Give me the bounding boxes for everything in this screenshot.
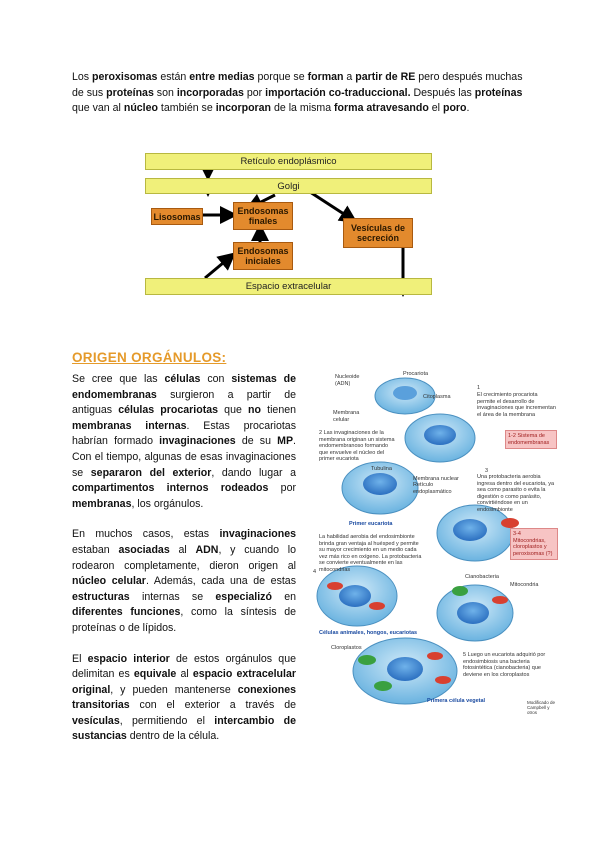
bold-term: proteínas xyxy=(106,86,154,99)
nucleus-b xyxy=(453,519,487,541)
bold-term: incorporadas xyxy=(176,86,244,99)
label-celula-animal: Células animales, hongos, eucariotas xyxy=(319,630,418,636)
bold-term: especializó xyxy=(215,590,272,603)
text-run: por xyxy=(268,482,296,495)
bold-term: ADN xyxy=(195,543,219,556)
paragraph-3 xyxy=(72,652,296,746)
text-run: de su xyxy=(235,435,278,448)
nucleus-c xyxy=(457,602,489,624)
arrow-golgi-vesiculas xyxy=(310,192,350,218)
nucleus-animal xyxy=(339,585,371,607)
text-run: pero después muchas de sus xyxy=(72,71,523,99)
bold-term: diferentes funciones xyxy=(72,606,181,619)
bold-term: núcleo celular xyxy=(72,575,146,588)
chloroplast-2 xyxy=(374,681,392,691)
bold-term: proteínas xyxy=(474,86,523,99)
bold-term: invaginaciones xyxy=(219,528,296,541)
nucleus-plant xyxy=(387,657,423,681)
text-run: estaban xyxy=(72,543,119,556)
paragraph-1 xyxy=(72,372,296,512)
text-run: a xyxy=(343,71,356,83)
arrow-extracelular-iniciales xyxy=(205,258,229,278)
label-membrana: Membrana celular xyxy=(333,410,360,423)
text-run: que van al xyxy=(72,102,124,115)
label-reticulo: Retículo endoplasmático xyxy=(413,482,452,495)
bold-term: incorporan xyxy=(215,102,272,115)
bold-term: equivale xyxy=(133,668,177,681)
bold-term: entre medias xyxy=(189,71,255,83)
text-run: también se xyxy=(157,102,216,115)
text-run: , y pueden mantenerse xyxy=(110,683,238,696)
bold-term: células procariotas xyxy=(118,404,219,417)
text-run: . Con el tiempo, algunas de esas invaginaciones se xyxy=(72,435,296,479)
bold-term: separaron del exterior xyxy=(90,466,212,479)
text-run: al xyxy=(176,668,193,681)
endosymbiosis-figure xyxy=(305,368,557,713)
bold-term: membranas xyxy=(72,497,132,510)
bold-term: forman xyxy=(307,71,344,83)
label-celula-vegetal: Primera célula vegetal xyxy=(427,698,486,704)
bold-term: espacio extracelular original xyxy=(72,668,296,696)
endomembrane-diagram xyxy=(145,150,435,300)
step-5-text: 5 Luego un eucariota adquirió por endosimbiosis una bacteria fotosintética (cianobacteria) que deviene en los cloroplastos xyxy=(463,652,546,678)
text-run: de estos orgánulos que delimitan es xyxy=(72,652,296,681)
text-run: son xyxy=(153,86,177,99)
text-run: de la misma xyxy=(271,102,335,115)
bold-term: invaginaciones xyxy=(159,435,236,448)
bold-term: células xyxy=(164,373,201,385)
protobacteria xyxy=(501,518,519,528)
mito-animal-1 xyxy=(327,582,343,590)
paragraph-2 xyxy=(72,527,296,636)
step-1-text: El crecimiento procariota permite el desarrollo de invaginaciones que incrementan el área de la membrana xyxy=(477,392,556,418)
mito-c xyxy=(492,596,508,604)
label-membrana-nuclear: Membrana nuclear xyxy=(413,476,459,482)
note-mitocondrias: 3-4 Mitocondrias, cloroplastos y peroxisomas (?) xyxy=(510,528,558,560)
text-run: Se cree que las xyxy=(72,373,165,385)
text-run: El xyxy=(72,652,88,665)
bold-term: compartimentos internos rodeados xyxy=(72,482,269,495)
lisosomas-box: Lisosomas xyxy=(151,208,203,225)
text-run: , y cuando lo rodearon completamente, dieron origen al xyxy=(72,543,296,572)
text-run: surgieron a partir de antiguas xyxy=(72,388,296,417)
label-nucleoide: Nucleoide (ADN) xyxy=(335,374,360,387)
text-run: al xyxy=(169,543,196,556)
text-run: . Estas procariotas habrían formado xyxy=(72,419,296,448)
mito-plant-2 xyxy=(435,676,451,684)
nucleus-a xyxy=(363,473,397,495)
label-citoplasma: Citoplasma xyxy=(423,394,451,400)
text-run: Los xyxy=(72,71,93,83)
bold-term: no xyxy=(248,404,261,417)
endosomas-iniciales-box: Endosomas iniciales xyxy=(233,242,293,270)
nucleoid xyxy=(393,386,417,400)
bold-term: peroxisomas xyxy=(92,71,158,83)
text-run: , dando lugar a xyxy=(211,466,296,479)
note-endomembranas: 1-2 Sistema de endomembranas xyxy=(505,430,557,449)
bold-term: MP xyxy=(277,435,294,448)
text-run: con xyxy=(200,373,232,385)
figure-credit: Modificado de Campbell y otros xyxy=(527,700,556,715)
text-run: por xyxy=(243,86,266,99)
mito-plant-1 xyxy=(427,652,443,660)
bold-term: vesículas xyxy=(72,714,120,727)
text-run: Después las xyxy=(410,86,475,99)
intro-paragraph xyxy=(72,70,530,117)
golgi-bar: Golgi xyxy=(145,178,432,194)
mito-animal-2 xyxy=(369,602,385,610)
label-mitocondria: Mitocondria xyxy=(510,582,539,588)
text-run: , como la síntesis de proteínas o de lípidos. xyxy=(72,606,296,634)
bold-term: forma atravesando xyxy=(334,102,429,115)
text-run: tienen xyxy=(260,404,296,417)
section-heading: ORIGEN ORGÁNULOS: xyxy=(72,350,227,365)
bold-term: conexiones transitorias xyxy=(72,683,296,712)
text-run: . xyxy=(466,102,470,115)
bold-term: espacio interior xyxy=(87,652,170,665)
text-run: en xyxy=(271,590,296,603)
step-4-text: La habilidad aerobia del endosimbionte brinda gran ventaja al huésped y permite su mayor crecimiento en un medio cada vez más rico en oxígeno. La protobacteria se convierte eventualmente en las mitocondrias xyxy=(319,534,422,573)
text-run: están xyxy=(157,71,190,83)
label-primer-eucariota: Primer eucariota xyxy=(349,521,393,527)
bold-term: partir de RE xyxy=(355,71,416,83)
nucleus-forming xyxy=(424,425,456,445)
cyanobacterium xyxy=(452,586,468,596)
extracelular-bar: Espacio extracelular xyxy=(145,278,432,295)
label-tubulina: Tubulina xyxy=(371,466,392,472)
label-procariota: Procariota xyxy=(403,371,429,377)
text-run: , los orgánulos. xyxy=(131,497,204,510)
re-bar: Retículo endoplásmico xyxy=(145,153,432,170)
step-4-number: 4 xyxy=(313,569,317,575)
label-cianobacteria: Cianobacteria xyxy=(465,574,499,580)
label-cloroplastos: Cloroplastos xyxy=(331,645,362,651)
step-2-text: 2 Las invaginaciones de la membrana originan un sistema endomembranoso formando que envuelve el núcleo del primer eucariota xyxy=(319,430,395,462)
text-column xyxy=(72,372,296,760)
text-run: internas se xyxy=(129,590,216,603)
text-run: En muchos casos, estas xyxy=(72,528,220,541)
text-run: . Además, cada una de estas xyxy=(145,575,296,588)
bold-term: importación co-traduccional. xyxy=(265,86,411,99)
text-run: dentro de la célula. xyxy=(126,730,220,743)
step-1-number: 1 xyxy=(477,385,481,391)
text-run: , permitiendo el xyxy=(119,714,215,727)
vesiculas-box: Vesículas de secreción xyxy=(343,218,413,248)
bold-term: estructuras xyxy=(72,590,130,603)
endosomas-finales-box: Endosomas finales xyxy=(233,202,293,230)
chloroplast-1 xyxy=(358,655,376,665)
bold-term: poro xyxy=(442,102,467,115)
text-run: porque se xyxy=(254,71,308,83)
step-3-text: Una protobacteria aerobia ingresa dentro del eucariota, ya sea como parasito o evita la digestión o como parásito, convirtiéndose en un endosimbionte xyxy=(477,474,555,513)
text-run: el xyxy=(428,102,443,115)
bold-term: intercambio de sustancias xyxy=(72,714,297,743)
text-run: que xyxy=(218,404,249,417)
bold-term: sistemas de endomembranas xyxy=(72,373,297,401)
bold-term: núcleo xyxy=(123,102,158,115)
step-3-number: 3 xyxy=(485,468,489,474)
text-run: con el exterior a través de xyxy=(129,699,296,712)
bold-term: membranas internas xyxy=(72,419,187,432)
bold-term: asociadas xyxy=(118,543,170,556)
